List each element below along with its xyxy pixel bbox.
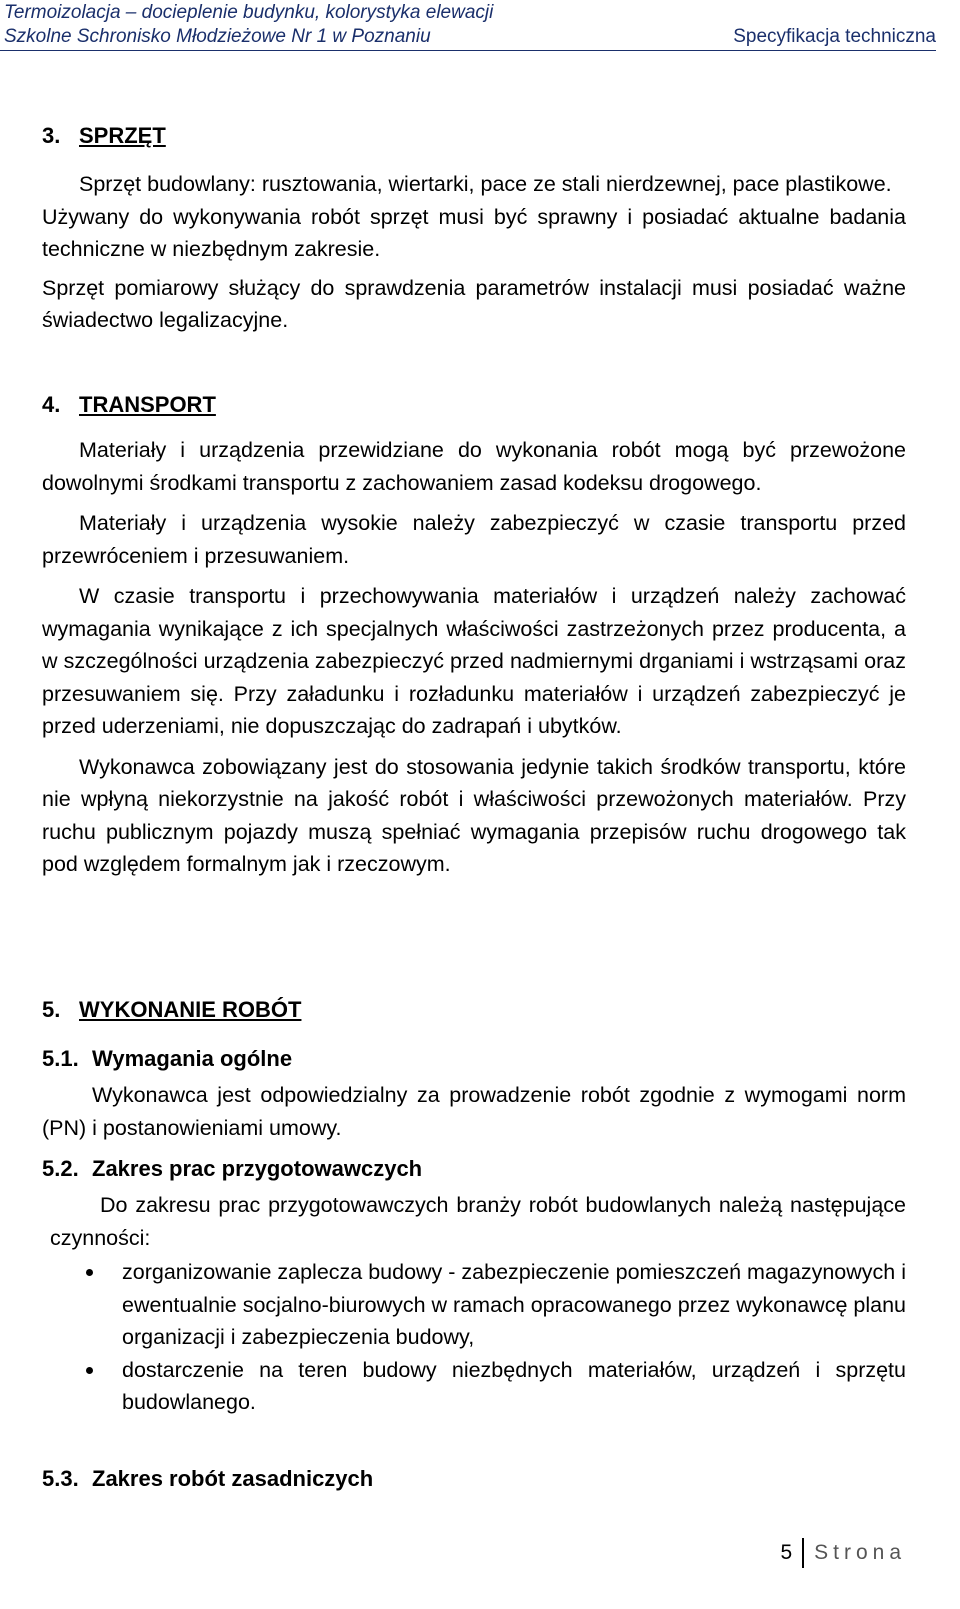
- section-title: TRANSPORT: [79, 392, 216, 417]
- section-4-body: [42, 434, 906, 881]
- paragraph: Materiały i urządzenia przewidziane do wykonania robót mogą być przewożone dowolnymi środkami transportu z zachowaniem zasad kodeksu drogowego.: [42, 438, 906, 495]
- section-5-2-body: [42, 1189, 906, 1419]
- section-title: Wymagania ogólne: [92, 1046, 293, 1071]
- paragraph: Materiały i urządzenia wysokie należy zabezpieczyć w czasie transportu przed przewróceniem i przesuwaniem.: [42, 511, 906, 568]
- section-5-1-body: [42, 1079, 906, 1144]
- section-title: SPRZĘT: [79, 123, 166, 148]
- section-number: 5.3.: [42, 1466, 79, 1491]
- section-number: 4.: [42, 392, 61, 417]
- section-number: 5.1.: [42, 1046, 79, 1071]
- page-footer: [780, 1538, 906, 1568]
- bullet-icon: [86, 1269, 93, 1276]
- paragraph: Sprzęt pomiarowy służący do sprawdzenia parametrów instalacji musi posiadać ważne świadectwo legalizacyjne.: [42, 275, 906, 332]
- header-doc-type: Specyfikacja techniczna: [733, 26, 936, 47]
- header-subtitle-row: [4, 26, 936, 48]
- section-5-1-heading: [42, 1046, 292, 1072]
- footer-divider: [802, 1538, 804, 1568]
- header-project: Szkolne Schronisko Młodzieżowe Nr 1 w Poznaniu: [4, 26, 431, 47]
- section-5-2-heading: [42, 1156, 422, 1182]
- page-label: Strona: [814, 1541, 906, 1564]
- list-item: [42, 1256, 906, 1354]
- header-rule: [0, 50, 936, 51]
- section-number: 3.: [42, 123, 61, 148]
- section-title: WYKONANIE ROBÓT: [79, 997, 302, 1022]
- section-5-heading: [42, 997, 301, 1023]
- section-number: 5.: [42, 997, 61, 1022]
- section-4-heading: [42, 392, 216, 418]
- bullet-list: [42, 1256, 906, 1419]
- section-5-3-heading: [42, 1466, 373, 1492]
- section-title: Zakres robót zasadniczych: [92, 1466, 374, 1491]
- section-title: Zakres prac przygotowawczych: [92, 1156, 423, 1181]
- list-item: [42, 1354, 906, 1419]
- section-3-body: [42, 168, 906, 337]
- paragraph: Używany do wykonywania robót sprzęt musi być sprawny i posiadać aktualne badania techniczne w niezbędnym zakresie.: [42, 204, 906, 261]
- section-number: 5.2.: [42, 1156, 79, 1181]
- paragraph: Sprzęt budowlany: rusztowania, wiertarki, pace ze stali nierdzewnej, pace plastikowe.: [79, 172, 892, 196]
- paragraph: Wykonawca jest odpowiedzialny za prowadzenie robót zgodnie z wymogami norm (PN) i postanowieniami umowy.: [42, 1083, 906, 1140]
- paragraph: W czasie transportu i przechowywania materiałów i urządzeń należy zachować wymagania wynikające z ich specjalnych właściwości zastrzeżonych przez producenta, a w szczególności urządzenia zabezpieczyć przed nadmiernymi drganiami i wstrząsami oraz przesuwaniem się. Przy załadunku i rozładunku materiałów i urządzeń zabezpieczyć je przed uderzeniami, nie dopuszczając do zadrapań i ubytków.: [42, 584, 906, 738]
- header-title: Termoizolacja – docieplenie budynku, kolorystyka elewacji: [4, 2, 494, 23]
- list-item-text: dostarczenie na teren budowy niezbędnych materiałów, urządzeń i sprzętu budowlanego.: [122, 1357, 906, 1414]
- bullet-icon: [86, 1367, 93, 1374]
- page-number: 5: [780, 1541, 793, 1564]
- paragraph: Do zakresu prac przygotowawczych branży robót budowlanych należą następujące czynności:: [50, 1193, 906, 1250]
- section-3-heading: [42, 123, 166, 149]
- paragraph: Wykonawca zobowiązany jest do stosowania jedynie takich środków transportu, które nie wpłyną niekorzystnie na jakość robót i właściwości przewożonych materiałów. Przy ruchu publicznym pojazdy muszą spełniać wymagania przepisów ruchu drogowego tak pod względem formalnym jak i rzeczowym.: [42, 754, 906, 876]
- list-item-text: zorganizowanie zaplecza budowy - zabezpieczenie pomieszczeń magazynowych i ewentualnie socjalno-biurowych w ramach opracowanego przez wykonawcę planu organizacji i zabezpieczenia budowy,: [122, 1260, 906, 1349]
